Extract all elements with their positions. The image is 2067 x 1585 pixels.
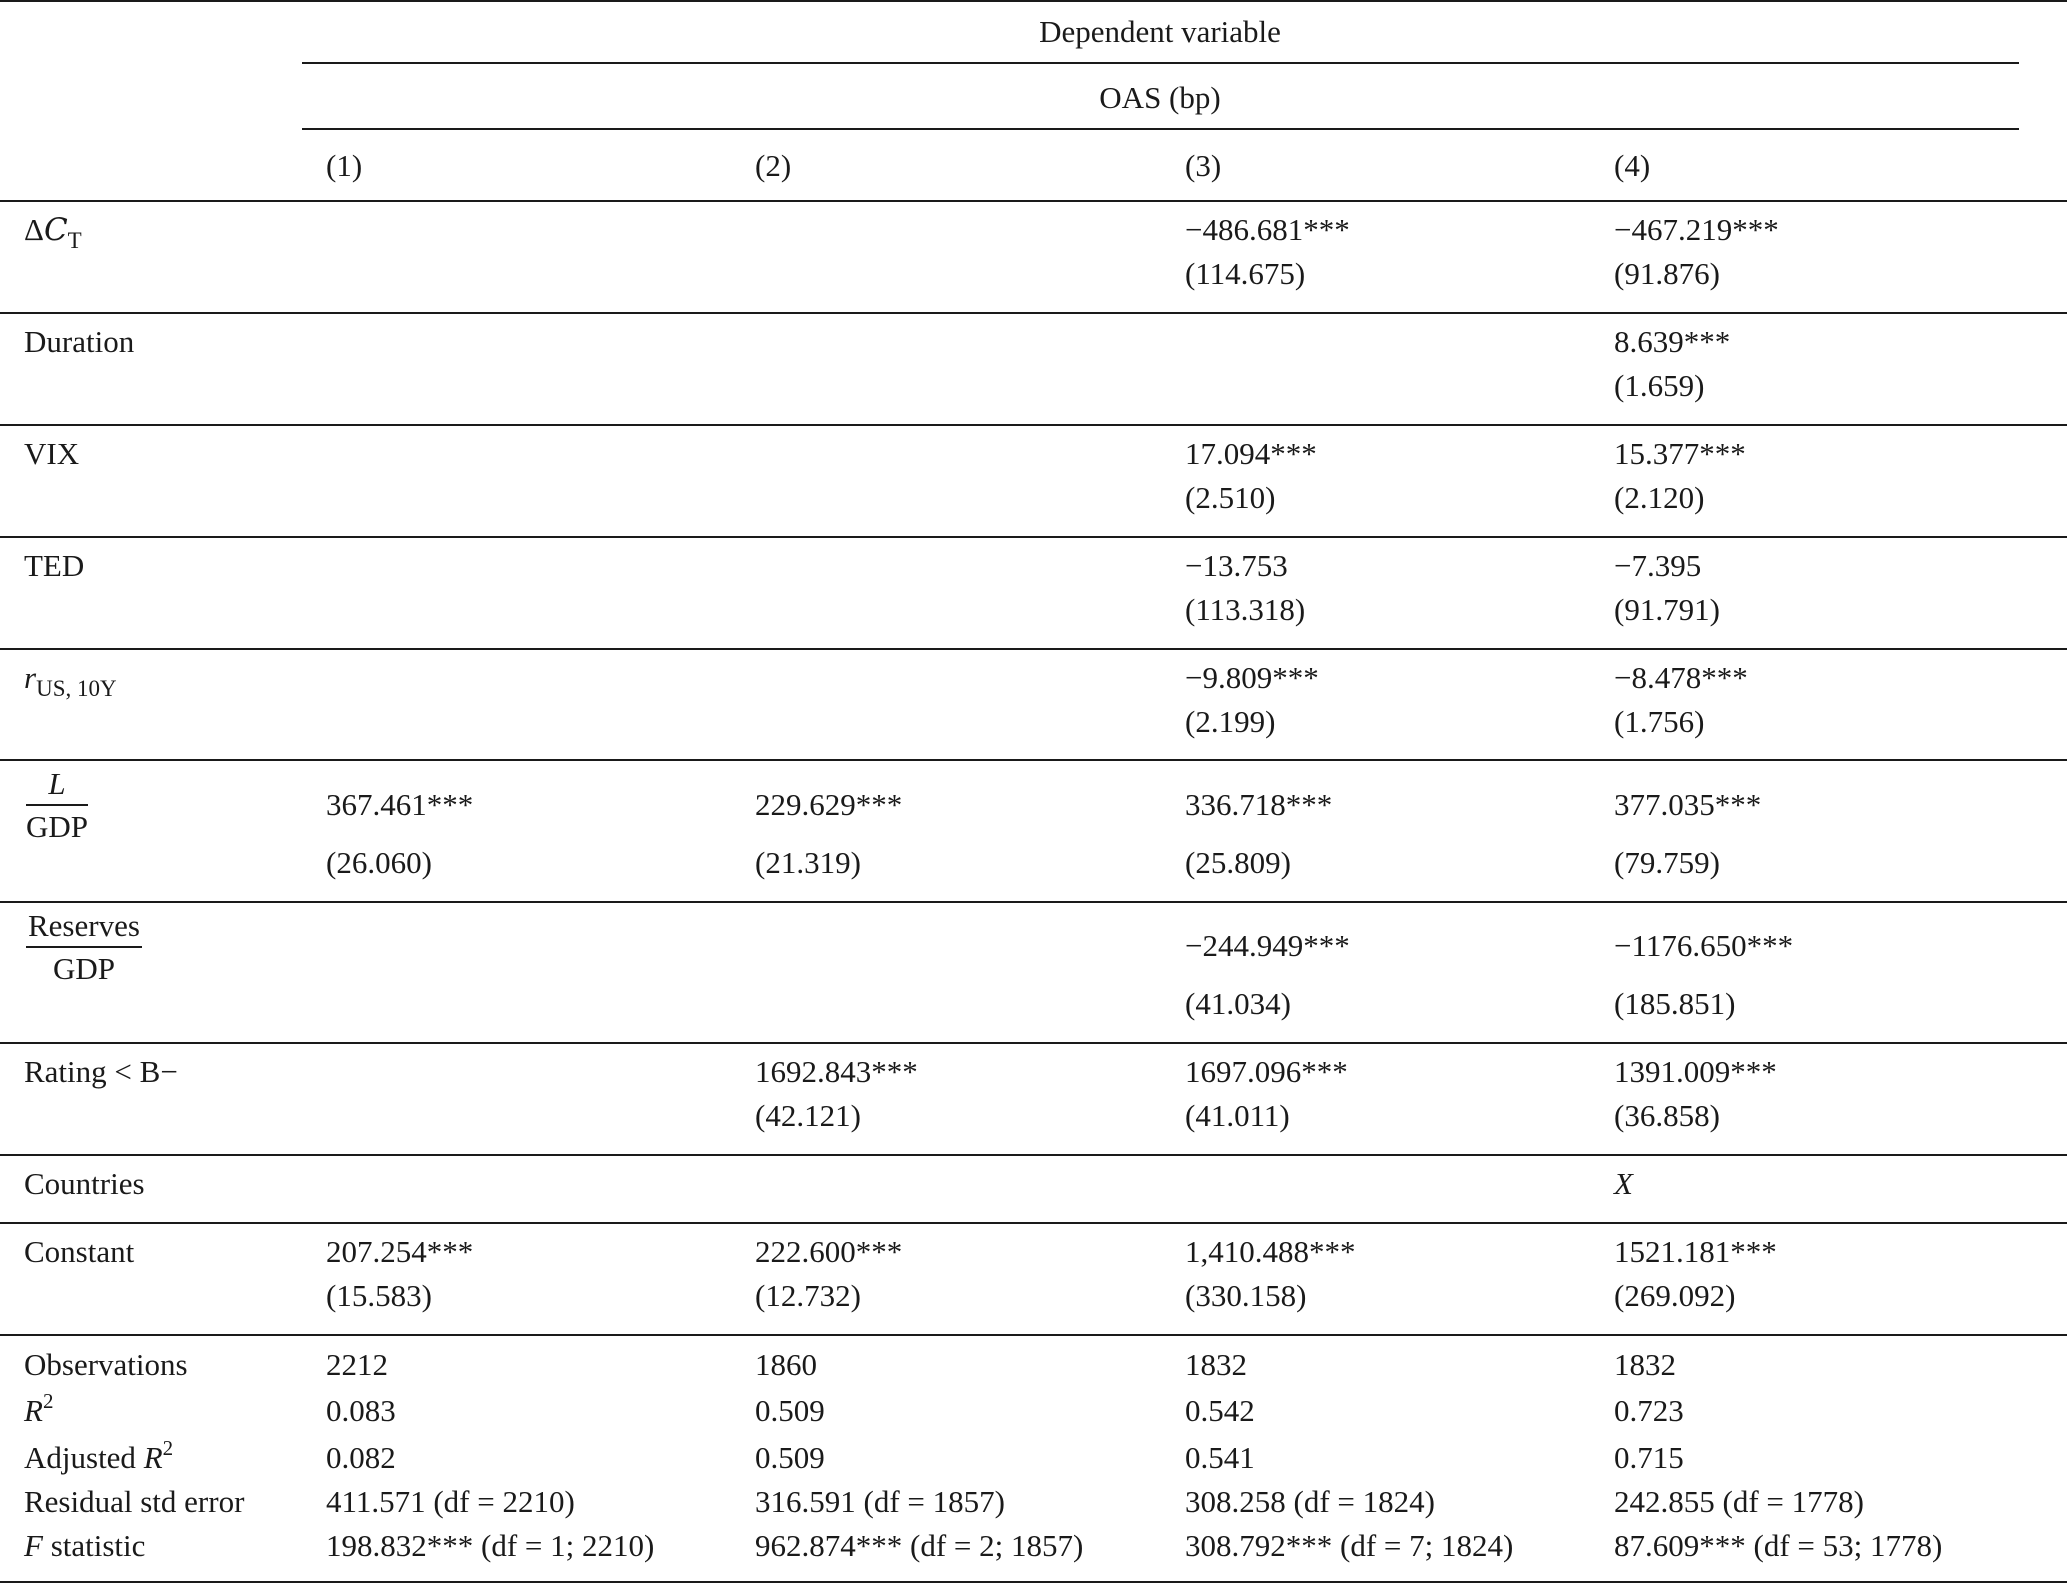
coefficient: 17.094*** <box>1185 436 1317 471</box>
column-header-1: (1) <box>326 148 363 183</box>
stat-r2-col1: 0.083 <box>326 1393 396 1428</box>
stat-r2-col3: 0.542 <box>1185 1393 1255 1428</box>
stat-f_stat-col3: 308.792*** (df = 7; 1824) <box>1185 1528 1514 1563</box>
oas-rule <box>302 128 2019 130</box>
coefficient: X <box>1614 1166 1633 1201</box>
stat-r2-col2: 0.509 <box>755 1393 825 1428</box>
row-label-constant: Constant <box>24 1234 135 1269</box>
coefficient: 1,410.488*** <box>1185 1234 1356 1269</box>
standard-error: (2.120) <box>1614 480 1705 515</box>
cell-constant-col4 <box>1614 1232 1777 1316</box>
standard-error: (1.659) <box>1614 368 1705 403</box>
standard-error: (41.034) <box>1185 986 1291 1021</box>
standard-error: (36.858) <box>1614 1098 1720 1133</box>
standard-error: (42.121) <box>755 1098 861 1133</box>
standard-error: (25.809) <box>1185 845 1291 880</box>
row-label-duration: Duration <box>24 324 135 359</box>
column-header-4: (4) <box>1614 148 1651 183</box>
stat-adj_r2-col2: 0.509 <box>755 1440 825 1475</box>
cell-delta_ct-col3 <box>1185 210 1350 294</box>
row-label-reserves-gdp <box>26 906 142 990</box>
row-label-vix: VIX <box>24 436 80 471</box>
cell-rating-col4 <box>1614 1052 1777 1136</box>
cell-delta_ct-col4 <box>1614 210 1779 294</box>
standard-error: (79.759) <box>1614 845 1720 880</box>
cell-l_gdp-col3 <box>1185 785 1332 883</box>
cell-rating-col2 <box>755 1052 918 1136</box>
coefficient: 8.639*** <box>1614 324 1731 359</box>
coefficient: 336.718*** <box>1185 787 1333 822</box>
row-label-l-gdp <box>26 764 88 848</box>
stat-adj_r2-col4: 0.715 <box>1614 1440 1684 1475</box>
cell-r_us_10y-col3 <box>1185 658 1319 742</box>
cell-constant-col1 <box>326 1232 473 1316</box>
top-rule <box>0 0 2067 2</box>
stat-label-adjusted-r2: Adjusted $R^2$ <box>24 1436 174 1475</box>
stat-label-f-statistic: F statistic <box>24 1528 146 1563</box>
cell-vix-col4 <box>1614 434 1746 518</box>
stat-resid_se-col1: 411.571 (df = 2210) <box>326 1484 575 1519</box>
row-label-countries: Countries <box>24 1166 145 1201</box>
standard-error: (41.011) <box>1185 1098 1290 1133</box>
cell-duration-col4 <box>1614 322 1730 406</box>
column-header-3: (3) <box>1185 148 1222 183</box>
row-rule <box>0 759 2067 761</box>
coefficient: 1391.009*** <box>1614 1054 1777 1089</box>
standard-error: (91.791) <box>1614 592 1720 627</box>
stat-f_stat-col4: 87.609*** (df = 53; 1778) <box>1614 1528 1943 1563</box>
fraction-l-over-gdp: $\frac{L}{\text{GDP}}$ <box>26 766 89 844</box>
cell-l_gdp-col4 <box>1614 785 1761 883</box>
cell-reserves_gdp-col3 <box>1185 926 1350 1024</box>
row-label-rating: Rating < B− <box>24 1054 178 1089</box>
coefficient: −8.478*** <box>1614 660 1748 695</box>
cell-vix-col3 <box>1185 434 1317 518</box>
coefficient: −1176.650*** <box>1614 928 1794 963</box>
stat-f_stat-col2: 962.874*** (df = 2; 1857) <box>755 1528 1084 1563</box>
stat-observations-col4: 1832 <box>1614 1347 1676 1382</box>
standard-error: (1.756) <box>1614 704 1705 739</box>
stat-observations-col1: 2212 <box>326 1347 388 1382</box>
standard-error: (2.510) <box>1185 480 1276 515</box>
bottom-rule <box>0 1581 2067 1583</box>
dependent-variable-header: Dependent variable <box>1039 14 1281 49</box>
col-header-rule <box>0 200 2067 202</box>
coefficient: −9.809*** <box>1185 660 1319 695</box>
standard-error: (91.876) <box>1614 256 1720 291</box>
coefficient: 377.035*** <box>1614 787 1762 822</box>
standard-error: (114.675) <box>1185 256 1306 291</box>
stat-adj_r2-col3: 0.541 <box>1185 1440 1255 1475</box>
row-rule <box>0 536 2067 538</box>
stat-label-r2: $R^2$ <box>24 1389 54 1428</box>
row-label-r-us-10y: $r_{US, 10Y}$ <box>24 660 117 701</box>
standard-error: (113.318) <box>1185 592 1306 627</box>
coefficient: 367.461*** <box>326 787 474 822</box>
standard-error: (185.851) <box>1614 986 1736 1021</box>
standard-error: (269.092) <box>1614 1278 1736 1313</box>
row-rule <box>0 1154 2067 1156</box>
cell-reserves_gdp-col4 <box>1614 926 1793 1024</box>
standard-error: (26.060) <box>326 845 432 880</box>
row-rule <box>0 901 2067 903</box>
stat-resid_se-col4: 242.855 (df = 1778) <box>1614 1484 1864 1519</box>
dependent-variable-name: OAS (bp) <box>1099 80 1221 115</box>
dep-var-rule <box>302 62 2019 64</box>
coefficient: 1697.096*** <box>1185 1054 1348 1089</box>
cell-ted-col4 <box>1614 546 1720 630</box>
standard-error: (330.158) <box>1185 1278 1307 1313</box>
stat-observations-col2: 1860 <box>755 1347 817 1382</box>
stats-rule <box>0 1334 2067 1336</box>
coefficient: −486.681*** <box>1185 212 1350 247</box>
row-rule <box>0 424 2067 426</box>
cell-l_gdp-col1 <box>326 785 473 883</box>
cell-ted-col3 <box>1185 546 1305 630</box>
coefficient: 207.254*** <box>326 1234 474 1269</box>
row-rule <box>0 312 2067 314</box>
row-rule <box>0 1042 2067 1044</box>
stat-label-observations: Observations <box>24 1347 188 1382</box>
stat-r2-col4: 0.723 <box>1614 1393 1684 1428</box>
row-label-delta-ct: $\Delta C_T$ <box>24 212 82 253</box>
standard-error: (21.319) <box>755 845 861 880</box>
stat-observations-col3: 1832 <box>1185 1347 1247 1382</box>
cell-r_us_10y-col4 <box>1614 658 1748 742</box>
coefficient: −244.949*** <box>1185 928 1350 963</box>
stat-f_stat-col1: 198.832*** (df = 1; 2210) <box>326 1528 655 1563</box>
coefficient: −467.219*** <box>1614 212 1779 247</box>
row-rule <box>0 648 2067 650</box>
standard-error: (2.199) <box>1185 704 1276 739</box>
coefficient: −13.753 <box>1185 548 1288 583</box>
row-rule <box>0 1222 2067 1224</box>
stat-adj_r2-col1: 0.082 <box>326 1440 396 1475</box>
coefficient: 15.377*** <box>1614 436 1746 471</box>
stat-label-residual-std-error: Residual std error <box>24 1484 245 1519</box>
row-label-ted: TED <box>24 548 85 583</box>
coefficient: 1521.181*** <box>1614 1234 1777 1269</box>
fraction-reserves-over-gdp: $\frac{\text{Reserves}}{\text{GDP}}$ <box>28 908 140 986</box>
standard-error: (12.732) <box>755 1278 861 1313</box>
stat-resid_se-col2: 316.591 (df = 1857) <box>755 1484 1005 1519</box>
coefficient: −7.395 <box>1614 548 1702 583</box>
cell-constant-col2 <box>755 1232 902 1316</box>
cell-rating-col3 <box>1185 1052 1348 1136</box>
standard-error: (15.583) <box>326 1278 432 1313</box>
column-header-2: (2) <box>755 148 792 183</box>
coefficient: 222.600*** <box>755 1234 903 1269</box>
stat-resid_se-col3: 308.258 (df = 1824) <box>1185 1484 1435 1519</box>
cell-l_gdp-col2 <box>755 785 902 883</box>
coefficient: 1692.843*** <box>755 1054 918 1089</box>
cell-constant-col3 <box>1185 1232 1356 1316</box>
coefficient: 229.629*** <box>755 787 903 822</box>
cell-countries-col4 <box>1614 1164 1633 1208</box>
